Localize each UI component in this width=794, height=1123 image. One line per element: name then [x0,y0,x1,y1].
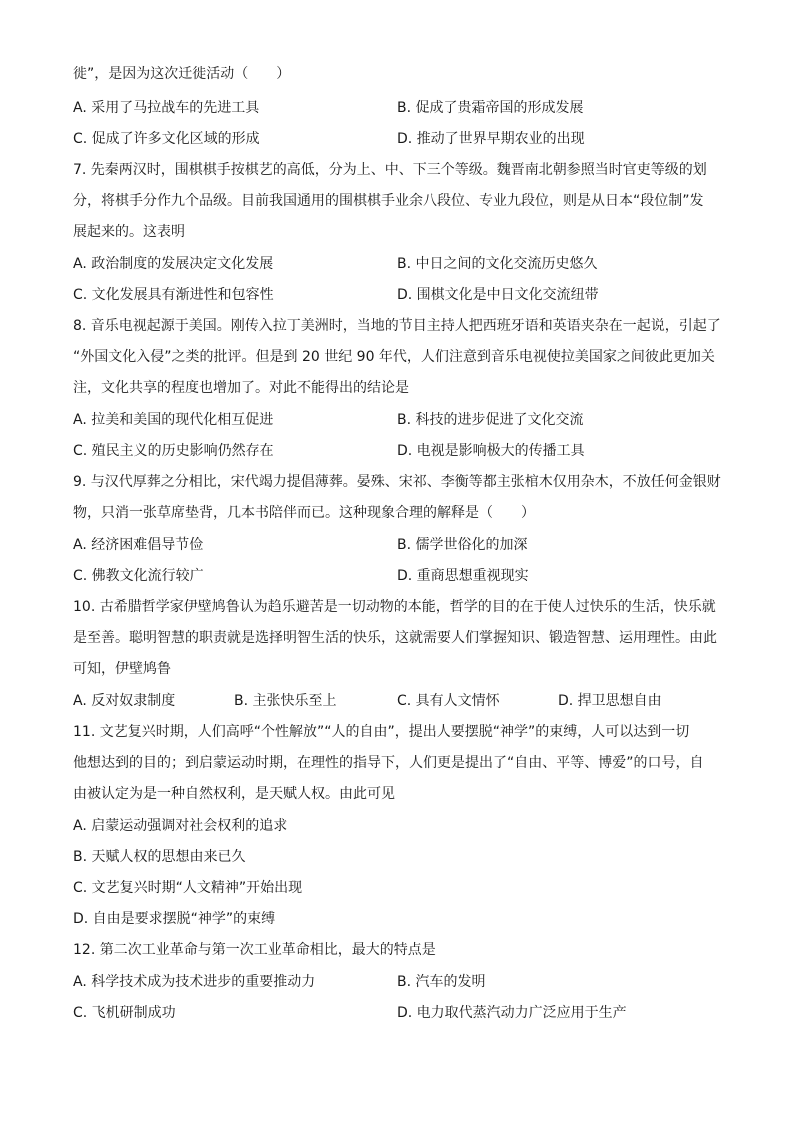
q11-stem-line-1: 11. 文艺复兴时期，人们高呼“个性解放”“人的自由”，提出人要摆脱“神学”的束缚，人可以达到一切 [73,724,690,740]
q7-option-b: B. 中日之间的文化交流历史悠久 [397,256,598,272]
q9-option-d: D. 重商思想重视现实 [397,568,529,584]
q10-stem-line-2: 是至善。聪明智慧的职责就是选择明智生活的快乐，这就需要人们掌握知识、锻造智慧、运用理性。由此 [73,630,717,646]
q11-option-b: B. 天赋人权的思想由来已久 [73,849,246,865]
q7-stem-line-1: 7. 先秦两汉时，围棋棋手按棋艺的高低，分为上、中、下三个等级。魏晋南北朝参照当时官吏等级的划 [73,162,707,178]
q9-stem-line-2: 物，只消一张草席垫背，几本书陪伴而已。这种现象合理的解释是（ ） [73,505,535,521]
q11-stem-line-3: 由被认定为是一种自然权利，是天赋人权。由此可见 [73,786,395,802]
q11-option-c: C. 文艺复兴时期“人文精神”开始出现 [73,880,303,896]
q8-option-a: A. 拉美和美国的现代化相互促进 [73,412,274,428]
q8-option-b: B. 科技的进步促进了文化交流 [397,412,584,428]
q10-option-c: C. 具有人文情怀 [397,693,500,709]
q6-stem: 徙”，是因为这次迁徙活动（ ） [73,66,291,82]
q12-option-c: C. 飞机研制成功 [73,1005,176,1021]
q11-stem-line-2: 他想达到的目的；到启蒙运动时期，在理性的指导下，人们更是提出了“自由、平等、博爱”的口号，自 [73,755,704,771]
q12-option-a: A. 科学技术成为技术进步的重要推动力 [73,974,316,990]
q9-option-c: C. 佛教文化流行较广 [73,568,204,584]
q6-option-b: B. 促成了贵霜帝国的形成发展 [397,100,584,116]
q7-option-d: D. 围棋文化是中日文化交流纽带 [397,287,599,303]
q12-option-d: D. 电力取代蒸汽动力广泛应用于生产 [397,1005,627,1021]
q9-option-a: A. 经济困难倡导节俭 [73,537,204,553]
q8-stem-line-1: 8. 音乐电视起源于美国。刚传入拉丁美洲时，当地的节目主持人把西班牙语和英语夹杂在一起说，引起了 [73,318,721,334]
q6-option-c: C. 促成了许多文化区域的形成 [73,131,260,147]
q10-stem-line-3: 可知，伊壁鸠鲁 [73,661,171,677]
q11-option-a: A. 启蒙运动强调对社会权利的追求 [73,818,288,834]
q7-option-c: C. 文化发展具有渐进性和包容性 [73,287,274,303]
q10-option-d: D. 捍卫思想自由 [558,693,662,709]
q7-stem-line-2: 分，将棋手分作九个品级。目前我国通用的围棋棋手业余八段位、专业九段位，则是从日本“段位制”发 [73,193,704,209]
q8-stem-line-2: “外国文化入侵”之类的批评。但是到 20 世纪 90 年代，人们注意到音乐电视使拉美国家之间彼此更加关 [73,349,715,365]
q6-option-d: D. 推动了世界早期农业的出现 [397,131,585,147]
q8-option-d: D. 电视是影响极大的传播工具 [397,443,585,459]
q7-stem-line-3: 展起来的。这表明 [73,224,185,240]
q8-stem-line-3: 注，文化共享的程度也增加了。对此不能得出的结论是 [73,380,409,396]
q7-option-a: A. 政治制度的发展决定文化发展 [73,256,274,272]
q11-option-d: D. 自由是要求摆脱“神学”的束缚 [73,911,276,927]
q12-option-b: B. 汽车的发明 [397,974,486,990]
q9-stem-line-1: 9. 与汉代厚葬之分相比，宋代竭力提倡薄葬。晏殊、宋祁、李衡等都主张棺木仅用杂木，不放任何金银财 [73,474,721,490]
q6-option-a: A. 采用了马拉战车的先进工具 [73,100,260,116]
q10-stem-line-1: 10. 古希腊哲学家伊壁鸠鲁认为趋乐避苦是一切动物的本能，哲学的目的在于使人过快乐的生活，快乐就 [73,599,716,615]
q9-option-b: B. 儒学世俗化的加深 [397,537,528,553]
q12-stem: 12. 第二次工业革命与第一次工业革命相比，最大的特点是 [73,942,436,958]
q10-option-b: B. 主张快乐至上 [234,693,337,709]
q10-option-a: A. 反对奴隶制度 [73,693,176,709]
q8-option-c: C. 殖民主义的历史影响仍然存在 [73,443,274,459]
